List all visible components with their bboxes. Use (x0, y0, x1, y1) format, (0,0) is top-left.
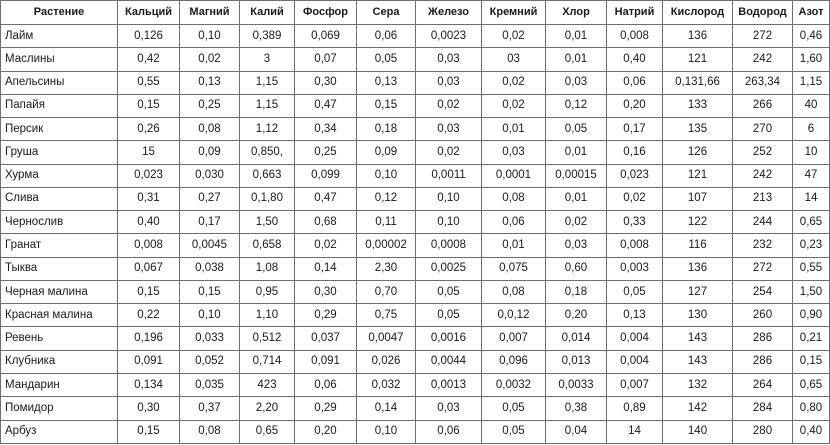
value-cell: 0,31 (118, 187, 180, 210)
value-cell: 03 (482, 48, 546, 71)
value-cell: 130 (663, 304, 733, 327)
value-cell: 0,27 (180, 187, 240, 210)
value-cell: 1,15 (240, 71, 295, 94)
value-cell: 0,55 (118, 71, 180, 94)
value-cell: 0,95 (240, 280, 295, 303)
value-cell: 0,0001 (482, 164, 546, 187)
value-cell: 0,75 (357, 304, 416, 327)
plant-name-cell: Апельсины (1, 71, 118, 94)
value-cell: 0,033 (180, 327, 240, 350)
value-cell: 0,0011 (416, 164, 482, 187)
value-cell: 0,026 (357, 350, 416, 373)
value-cell: 0,0,12 (482, 304, 546, 327)
value-cell: 0,850, (240, 141, 295, 164)
value-cell: 15 (118, 141, 180, 164)
value-cell: 0,512 (240, 327, 295, 350)
value-cell: 0,30 (295, 280, 357, 303)
value-cell: 1,15 (240, 94, 295, 117)
value-cell: 244 (733, 211, 793, 234)
plant-name-cell: Маслины (1, 48, 118, 71)
column-header-plant: Растение (1, 1, 118, 25)
plant-name-cell: Гранат (1, 234, 118, 257)
value-cell: 0,18 (546, 280, 607, 303)
value-cell: 0,0013 (416, 373, 482, 396)
value-cell: 0,47 (295, 94, 357, 117)
value-cell: 143 (663, 327, 733, 350)
value-cell: 0,658 (240, 234, 295, 257)
value-cell: 0,21 (793, 327, 830, 350)
value-cell: 0,13 (357, 71, 416, 94)
value-cell: 121 (663, 48, 733, 71)
value-cell: 0,15 (180, 280, 240, 303)
value-cell: 0,10 (357, 420, 416, 443)
value-cell: 0,01 (546, 187, 607, 210)
plant-name-cell: Красная малина (1, 304, 118, 327)
value-cell: 0,08 (482, 187, 546, 210)
value-cell: 0,0032 (482, 373, 546, 396)
plant-name-cell: Папайя (1, 94, 118, 117)
value-cell: 0,08 (482, 280, 546, 303)
value-cell: 0,46 (793, 25, 830, 48)
value-cell: 0,40 (607, 48, 663, 71)
value-cell: 0,03 (416, 71, 482, 94)
column-header-nitrogen: Азот (793, 1, 830, 25)
value-cell: 136 (663, 257, 733, 280)
value-cell: 0,15 (793, 350, 830, 373)
value-cell: 0,60 (546, 257, 607, 280)
plant-name-cell: Груша (1, 141, 118, 164)
value-cell: 0,65 (240, 420, 295, 443)
value-cell: 1,15 (793, 71, 830, 94)
table-row (1, 304, 830, 327)
value-cell: 0,01 (546, 141, 607, 164)
value-cell: 0,0023 (416, 25, 482, 48)
value-cell: 252 (733, 141, 793, 164)
value-cell: 0,14 (357, 397, 416, 420)
value-cell: 0,02 (416, 94, 482, 117)
value-cell: 0,091 (118, 350, 180, 373)
column-header-silicon: Кремний (482, 1, 546, 25)
value-cell: 0,05 (482, 397, 546, 420)
value-cell: 0,035 (180, 373, 240, 396)
value-cell: 47 (793, 164, 830, 187)
header-row (1, 1, 830, 25)
value-cell: 0,12 (357, 187, 416, 210)
plant-name-cell: Помидор (1, 397, 118, 420)
plant-name-cell: Мандарин (1, 373, 118, 396)
value-cell: 0,03 (416, 397, 482, 420)
value-cell: 0,00002 (357, 234, 416, 257)
value-cell: 0,03 (546, 71, 607, 94)
value-cell: 122 (663, 211, 733, 234)
column-header-sodium: Натрий (607, 1, 663, 25)
value-cell: 0,29 (295, 304, 357, 327)
value-cell: 0,20 (295, 420, 357, 443)
value-cell: 0,15 (118, 280, 180, 303)
value-cell: 0,15 (357, 94, 416, 117)
value-cell: 0,17 (607, 118, 663, 141)
value-cell: 0,10 (416, 211, 482, 234)
value-cell: 0,16 (607, 141, 663, 164)
column-header-potassium: Калий (240, 1, 295, 25)
value-cell: 0,40 (118, 211, 180, 234)
value-cell: 0,067 (118, 257, 180, 280)
value-cell: 0,47 (295, 187, 357, 210)
value-cell: 0,05 (546, 118, 607, 141)
value-cell: 0,05 (416, 280, 482, 303)
value-cell: 0,663 (240, 164, 295, 187)
value-cell: 0,23 (793, 234, 830, 257)
value-cell: 116 (663, 234, 733, 257)
value-cell: 0,0044 (416, 350, 482, 373)
value-cell: 0,15 (118, 94, 180, 117)
plant-name-cell: Чернослив (1, 211, 118, 234)
value-cell: 260 (733, 304, 793, 327)
value-cell: 0,25 (180, 94, 240, 117)
value-cell: 0,013 (546, 350, 607, 373)
table-row (1, 420, 830, 443)
value-cell: 0,004 (607, 327, 663, 350)
value-cell: 266 (733, 94, 793, 117)
value-cell: 0,02 (180, 48, 240, 71)
value-cell: 127 (663, 280, 733, 303)
value-cell: 0,0008 (416, 234, 482, 257)
value-cell: 0,02 (416, 141, 482, 164)
table-row (1, 164, 830, 187)
value-cell: 0,08 (180, 420, 240, 443)
value-cell: 2,20 (240, 397, 295, 420)
plant-name-cell: Ревень (1, 327, 118, 350)
value-cell: 0,075 (482, 257, 546, 280)
value-cell: 0,05 (482, 420, 546, 443)
value-cell: 0,09 (180, 141, 240, 164)
value-cell: 254 (733, 280, 793, 303)
value-cell: 0,1,80 (240, 187, 295, 210)
value-cell: 0,01 (482, 234, 546, 257)
value-cell: 14 (793, 187, 830, 210)
plant-name-cell: Тыква (1, 257, 118, 280)
plant-name-cell: Хурма (1, 164, 118, 187)
plant-name-cell: Персик (1, 118, 118, 141)
value-cell: 0,0025 (416, 257, 482, 280)
value-cell: 272 (733, 257, 793, 280)
value-cell: 0,014 (546, 327, 607, 350)
value-cell: 0,34 (295, 118, 357, 141)
value-cell: 3 (240, 48, 295, 71)
value-cell: 0,037 (295, 327, 357, 350)
column-header-hydrogen: Водород (733, 1, 793, 25)
value-cell: 0,10 (180, 304, 240, 327)
column-header-iron: Железо (416, 1, 482, 25)
value-cell: 280 (733, 420, 793, 443)
value-cell: 1,50 (240, 211, 295, 234)
value-cell: 0,06 (607, 71, 663, 94)
plant-name-cell: Арбуз (1, 420, 118, 443)
table-row (1, 211, 830, 234)
value-cell: 0,90 (793, 304, 830, 327)
value-cell: 142 (663, 397, 733, 420)
value-cell: 135 (663, 118, 733, 141)
value-cell: 0,09 (357, 141, 416, 164)
value-cell: 284 (733, 397, 793, 420)
value-cell: 0,18 (357, 118, 416, 141)
value-cell: 0,30 (295, 71, 357, 94)
value-cell: 0,008 (607, 234, 663, 257)
value-cell: 0,02 (607, 187, 663, 210)
value-cell: 0,30 (118, 397, 180, 420)
value-cell: 40 (793, 94, 830, 117)
table-row (1, 118, 830, 141)
value-cell: 0,0033 (546, 373, 607, 396)
value-cell: 0,33 (607, 211, 663, 234)
value-cell: 0,05 (357, 48, 416, 71)
value-cell: 0,17 (180, 211, 240, 234)
value-cell: 242 (733, 164, 793, 187)
value-cell: 0,038 (180, 257, 240, 280)
value-cell: 0,096 (482, 350, 546, 373)
value-cell: 0,008 (607, 25, 663, 48)
value-cell: 0,05 (607, 280, 663, 303)
value-cell: 0,714 (240, 350, 295, 373)
column-header-magnesium: Магний (180, 1, 240, 25)
plant-name-cell: Слива (1, 187, 118, 210)
value-cell: 0,22 (118, 304, 180, 327)
value-cell: 0,03 (482, 141, 546, 164)
value-cell: 1,50 (793, 280, 830, 303)
value-cell: 0,134 (118, 373, 180, 396)
value-cell: 0,03 (546, 234, 607, 257)
plant-name-cell: Черная малина (1, 280, 118, 303)
value-cell: 14 (607, 420, 663, 443)
value-cell: 0,13 (607, 304, 663, 327)
value-cell: 0,023 (118, 164, 180, 187)
value-cell: 1,12 (240, 118, 295, 141)
value-cell: 0,10 (357, 164, 416, 187)
value-cell: 0,10 (180, 25, 240, 48)
value-cell: 0,42 (118, 48, 180, 71)
value-cell: 0,70 (357, 280, 416, 303)
value-cell: 0,196 (118, 327, 180, 350)
value-cell: 0,02 (482, 94, 546, 117)
value-cell: 0,06 (295, 373, 357, 396)
value-cell: 0,023 (607, 164, 663, 187)
table-row (1, 257, 830, 280)
column-header-calcium: Кальций (118, 1, 180, 25)
value-cell: 0,08 (180, 118, 240, 141)
value-cell: 0,02 (482, 71, 546, 94)
table-row (1, 397, 830, 420)
value-cell: 264 (733, 373, 793, 396)
value-cell: 0,008 (118, 234, 180, 257)
value-cell: 107 (663, 187, 733, 210)
table-row (1, 350, 830, 373)
value-cell: 232 (733, 234, 793, 257)
value-cell: 0,05 (416, 304, 482, 327)
value-cell: 0,126 (118, 25, 180, 48)
value-cell: 0,030 (180, 164, 240, 187)
value-cell: 0,80 (793, 397, 830, 420)
value-cell: 0,091 (295, 350, 357, 373)
table-row (1, 327, 830, 350)
value-cell: 10 (793, 141, 830, 164)
value-cell: 1,08 (240, 257, 295, 280)
table-row (1, 25, 830, 48)
value-cell: 0,07 (295, 48, 357, 71)
value-cell: 0,007 (607, 373, 663, 396)
value-cell: 0,0016 (416, 327, 482, 350)
table-row (1, 373, 830, 396)
column-header-phosphorus: Фосфор (295, 1, 357, 25)
value-cell: 0,11 (357, 211, 416, 234)
value-cell: 0,13 (180, 71, 240, 94)
value-cell: 0,00015 (546, 164, 607, 187)
table-row (1, 280, 830, 303)
table-row (1, 48, 830, 71)
value-cell: 121 (663, 164, 733, 187)
value-cell: 0,06 (416, 420, 482, 443)
table-row (1, 71, 830, 94)
value-cell: 286 (733, 327, 793, 350)
value-cell: 0,007 (482, 327, 546, 350)
value-cell: 286 (733, 350, 793, 373)
value-cell: 213 (733, 187, 793, 210)
value-cell: 0,26 (118, 118, 180, 141)
value-cell: 0,01 (482, 118, 546, 141)
value-cell: 0,06 (482, 211, 546, 234)
value-cell: 0,0047 (357, 327, 416, 350)
plant-name-cell: Клубника (1, 350, 118, 373)
value-cell: 0,052 (180, 350, 240, 373)
value-cell: 242 (733, 48, 793, 71)
value-cell: 0,65 (793, 211, 830, 234)
value-cell: 0,02 (546, 211, 607, 234)
column-header-sulfur: Сера (357, 1, 416, 25)
value-cell: 272 (733, 25, 793, 48)
value-cell: 143 (663, 350, 733, 373)
value-cell: 0,131,66 (663, 71, 733, 94)
value-cell: 0,04 (546, 420, 607, 443)
table-row (1, 187, 830, 210)
value-cell: 0,01 (546, 25, 607, 48)
value-cell: 0,389 (240, 25, 295, 48)
value-cell: 1,60 (793, 48, 830, 71)
value-cell: 0,65 (793, 373, 830, 396)
table-row (1, 141, 830, 164)
value-cell: 0,01 (546, 48, 607, 71)
value-cell: 0,89 (607, 397, 663, 420)
value-cell: 0,0045 (180, 234, 240, 257)
value-cell: 0,25 (295, 141, 357, 164)
table-row (1, 94, 830, 117)
value-cell: 0,29 (295, 397, 357, 420)
value-cell: 0,06 (357, 25, 416, 48)
value-cell: 0,02 (295, 234, 357, 257)
value-cell: 0,10 (416, 187, 482, 210)
value-cell: 132 (663, 373, 733, 396)
value-cell: 0,003 (607, 257, 663, 280)
value-cell: 0,032 (357, 373, 416, 396)
value-cell: 6 (793, 118, 830, 141)
table-row (1, 234, 830, 257)
column-header-oxygen: Кислород (663, 1, 733, 25)
value-cell: 0,20 (607, 94, 663, 117)
value-cell: 263,34 (733, 71, 793, 94)
value-cell: 126 (663, 141, 733, 164)
value-cell: 0,12 (546, 94, 607, 117)
value-cell: 0,03 (416, 118, 482, 141)
value-cell: 0,20 (546, 304, 607, 327)
table-body (1, 25, 830, 444)
plant-name-cell: Лайм (1, 25, 118, 48)
column-header-chlorine: Хлор (546, 1, 607, 25)
value-cell: 0,68 (295, 211, 357, 234)
value-cell: 140 (663, 420, 733, 443)
value-cell: 136 (663, 25, 733, 48)
value-cell: 0,38 (546, 397, 607, 420)
value-cell: 0,02 (482, 25, 546, 48)
value-cell: 0,03 (416, 48, 482, 71)
value-cell: 0,40 (793, 420, 830, 443)
value-cell: 133 (663, 94, 733, 117)
value-cell: 0,14 (295, 257, 357, 280)
value-cell: 0,099 (295, 164, 357, 187)
value-cell: 2,30 (357, 257, 416, 280)
value-cell: 423 (240, 373, 295, 396)
value-cell: 1,10 (240, 304, 295, 327)
value-cell: 270 (733, 118, 793, 141)
value-cell: 0,004 (607, 350, 663, 373)
value-cell: 0,37 (180, 397, 240, 420)
value-cell: 0,15 (118, 420, 180, 443)
value-cell: 0,069 (295, 25, 357, 48)
value-cell: 0,55 (793, 257, 830, 280)
